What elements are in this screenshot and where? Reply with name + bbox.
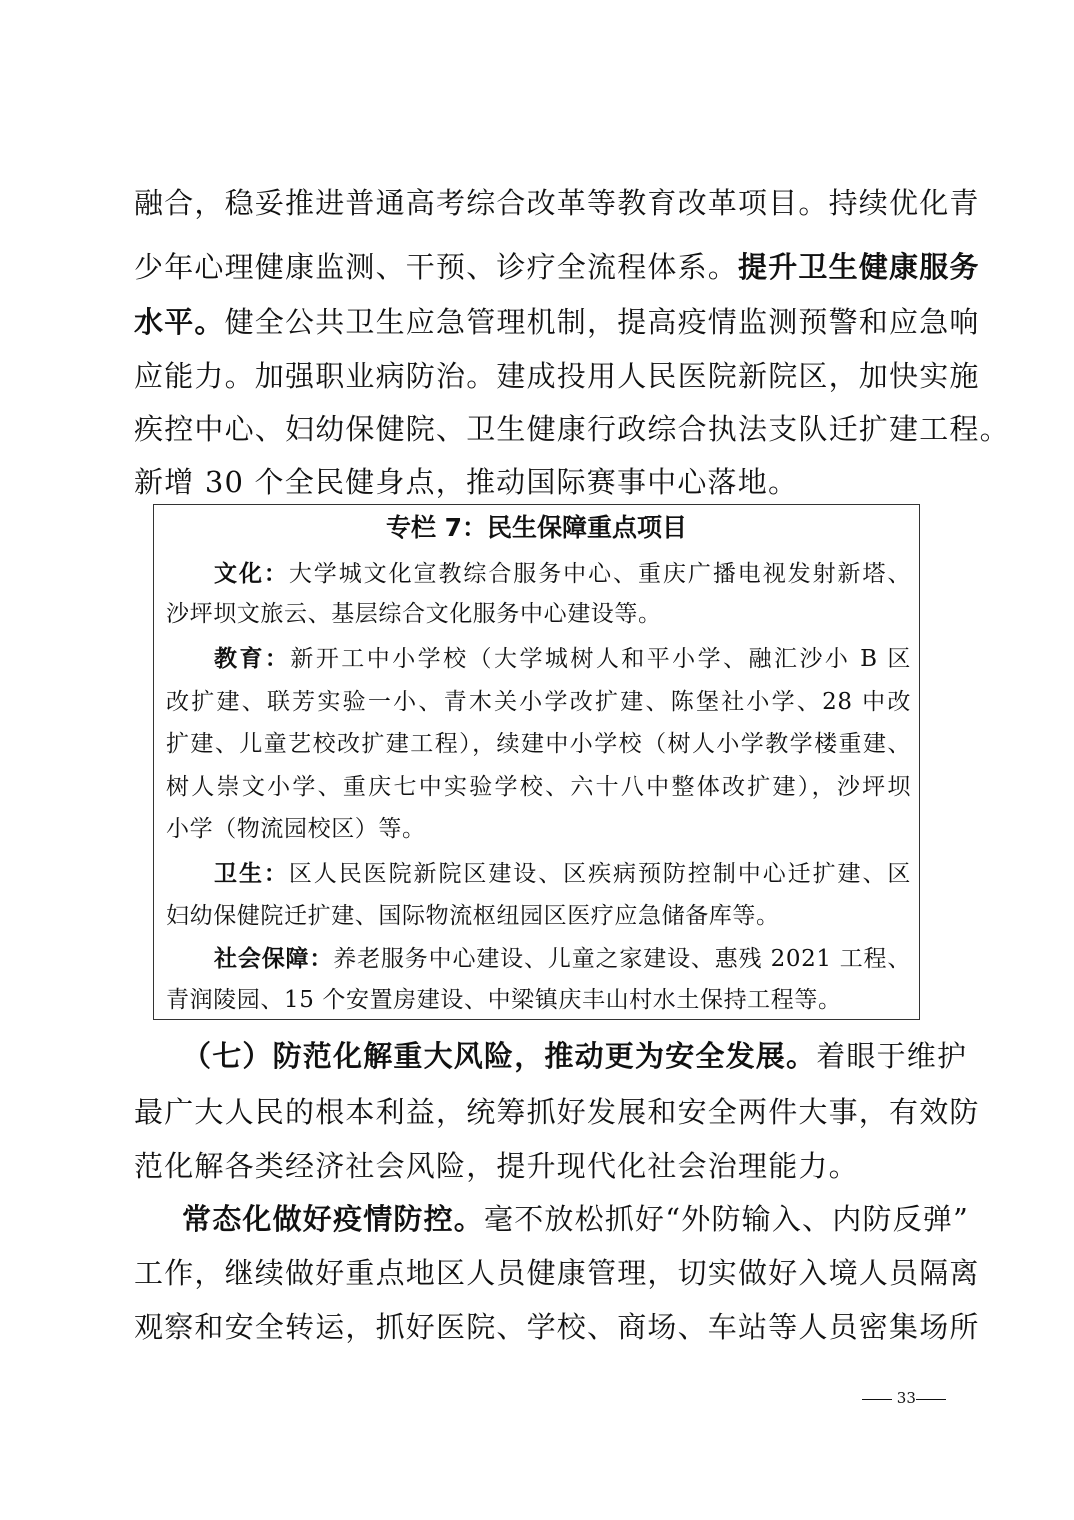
box-line xyxy=(214,857,911,891)
box-line xyxy=(214,557,911,591)
box-text: 大学城文化宣教综合服务中心、重庆广播电视发射新塔、 xyxy=(288,561,911,587)
body-line xyxy=(182,1036,968,1076)
body-line: 融合，稳妥推进普通高考综合改革等教育改革项目。持续优化青 xyxy=(134,186,980,220)
body-line xyxy=(134,302,980,342)
section-heading: （七）防范化解重大风险，推动更为安全发展。 xyxy=(182,1039,817,1073)
body-line: 工作，继续做好重点地区人员健康管理，切实做好入境人员隔离 xyxy=(134,1256,980,1290)
box-text: 养老服务中心建设、儿童之家建设、惠残 2021 工程、 xyxy=(333,946,912,972)
body-line: 范化解各类经济社会风险，提升现代化社会治理能力。 xyxy=(134,1149,859,1183)
body-line: 疾控中心、妇幼保健院、卫生健康行政综合执法支队迁扩建工程。 xyxy=(134,412,1010,446)
footer-dash-left xyxy=(862,1399,892,1400)
footer-dash-right xyxy=(916,1399,946,1400)
category-label: 卫生： xyxy=(214,861,289,887)
box-line: 树人崇文小学、重庆七中实验学校、六十八中整体改扩建），沙坪坝 xyxy=(166,774,911,800)
category-label: 教育： xyxy=(214,646,291,672)
box-line: 小学（物流园校区）等。 xyxy=(166,816,426,842)
box-line: 妇幼保健院迁扩建、国际物流枢纽园区医疗应急储备库等。 xyxy=(166,903,780,929)
body-text: 健全公共卫生应急管理机制，提高疫情监测预警和应急响 xyxy=(224,305,980,339)
body-line: 观察和安全转运，抓好医院、学校、商场、车站等人员密集场所 xyxy=(134,1310,980,1344)
project-column-box xyxy=(153,504,920,1020)
body-text: 少年心理健康监测、干预、诊疗全流程体系。 xyxy=(134,250,739,284)
box-title: 专栏 7：民生保障重点项目 xyxy=(385,513,688,542)
body-line xyxy=(182,1199,970,1239)
box-line: 扩建、儿童艺校改扩建工程），续建中小学校（树人小学教学楼重建、 xyxy=(166,731,911,757)
box-text: 区人民医院新院区建设、区疾病预防控制中心迁扩建、区 xyxy=(288,861,911,887)
box-line xyxy=(214,642,911,676)
category-label: 文化： xyxy=(214,561,289,587)
box-text: 新开工中小学校（大学城树人和平小学、融汇沙小 B 区 xyxy=(290,646,911,672)
bold-heading: 常态化做好疫情防控。 xyxy=(182,1202,485,1236)
body-line: 最广大人民的根本利益，统筹抓好发展和安全两件大事，有效防 xyxy=(134,1095,980,1129)
page-number: 33 xyxy=(896,1389,916,1407)
category-label: 社会保障： xyxy=(214,946,334,972)
body-line: 应能力。加强职业病防治。建成投用人民医院新院区，加快实施 xyxy=(134,359,980,393)
bold-heading: 水平。 xyxy=(134,305,225,339)
body-line: 新增 30 个全民健身点，推动国际赛事中心落地。 xyxy=(134,465,799,499)
body-text: 着眼于维护 xyxy=(816,1039,968,1073)
body-text: 毫不放松抓好“外防输入、内防反弹” xyxy=(484,1202,970,1236)
box-line xyxy=(214,942,911,976)
box-line: 沙坪坝文旅云、基层综合文化服务中心建设等。 xyxy=(166,601,662,627)
body-line xyxy=(134,247,980,287)
box-line: 改扩建、联芳实验一小、青木关小学改扩建、陈堡社小学、28 中改 xyxy=(166,689,911,715)
page-number-footer xyxy=(862,1388,946,1408)
box-line: 青润陵园、15 个安置房建设、中梁镇庆丰山村水土保持工程等。 xyxy=(166,987,842,1013)
bold-heading: 提升卫生健康服务 xyxy=(738,250,980,284)
